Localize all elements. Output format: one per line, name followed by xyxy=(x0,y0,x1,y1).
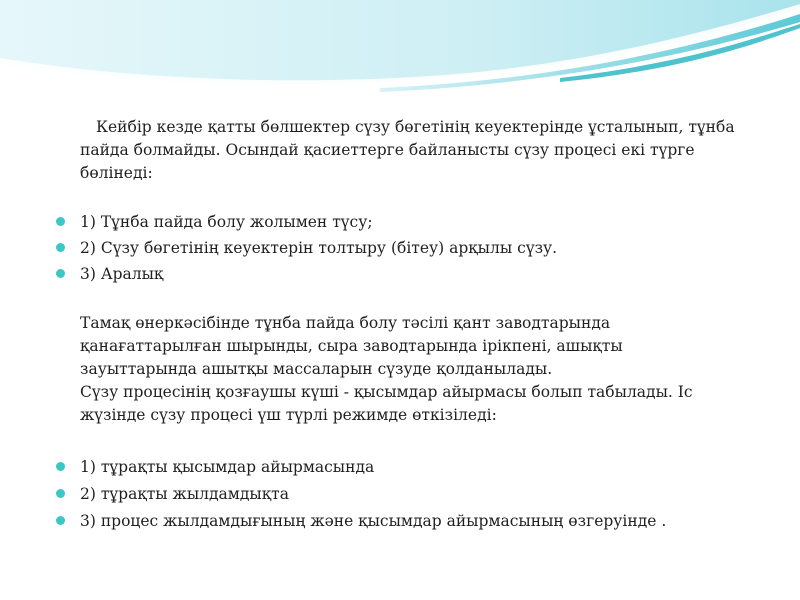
intro-line-2: пайда болмайды. Осындай қасиеттерге байланысты сүзу процесі екі түрге xyxy=(80,141,695,159)
bullet-icon xyxy=(56,489,65,498)
paragraph-line-5: жүзінде сүзу процесі үш түрлі режимде өткізіледі: xyxy=(80,406,497,424)
list1-item-1: 1) Тұнба пайда болу жолымен түсу; xyxy=(80,213,373,231)
intro-line-3: бөлінеді: xyxy=(80,164,153,182)
bullet-icon xyxy=(56,269,65,278)
list1-item-2: 2) Сүзу бөгетінің кеуектерін толтыру (бітеу) арқылы сүзу. xyxy=(80,239,558,257)
paragraph-line-3: зауыттарында ашытқы массаларын сүзуде қолданылады. xyxy=(80,360,553,378)
intro-line-1: Кейбір кезде қатты бөлшектер сүзу бөгетінің кеуектерінде ұсталынып, тұнба xyxy=(96,118,735,136)
paragraph-line-1: Тамақ өнеркәсібінде тұнба пайда болу тәсілі қант заводтарында xyxy=(80,314,611,332)
bullet-icon xyxy=(56,243,65,252)
bullet-icon xyxy=(56,516,65,525)
list2-item-2: 2) тұрақты жылдамдықта xyxy=(80,485,289,503)
list2-item-1: 1) тұрақты қысымдар айырмасында xyxy=(80,458,375,476)
paragraph-line-4: Сүзу процесінің қозғаушы күші - қысымдар айырмасы болып табылады. Іс xyxy=(80,383,693,401)
bullet-icon xyxy=(56,462,65,471)
bullet-icon xyxy=(56,217,65,226)
list1-item-3: 3) Аралық xyxy=(80,265,164,283)
list2-item-3: 3) процес жылдамдығының және қысымдар айырмасының өзгеруінде . xyxy=(80,512,667,530)
paragraph-line-2: қанағаттарылған шырынды, сыра заводтарында ірікпені, ашықты xyxy=(80,337,623,355)
